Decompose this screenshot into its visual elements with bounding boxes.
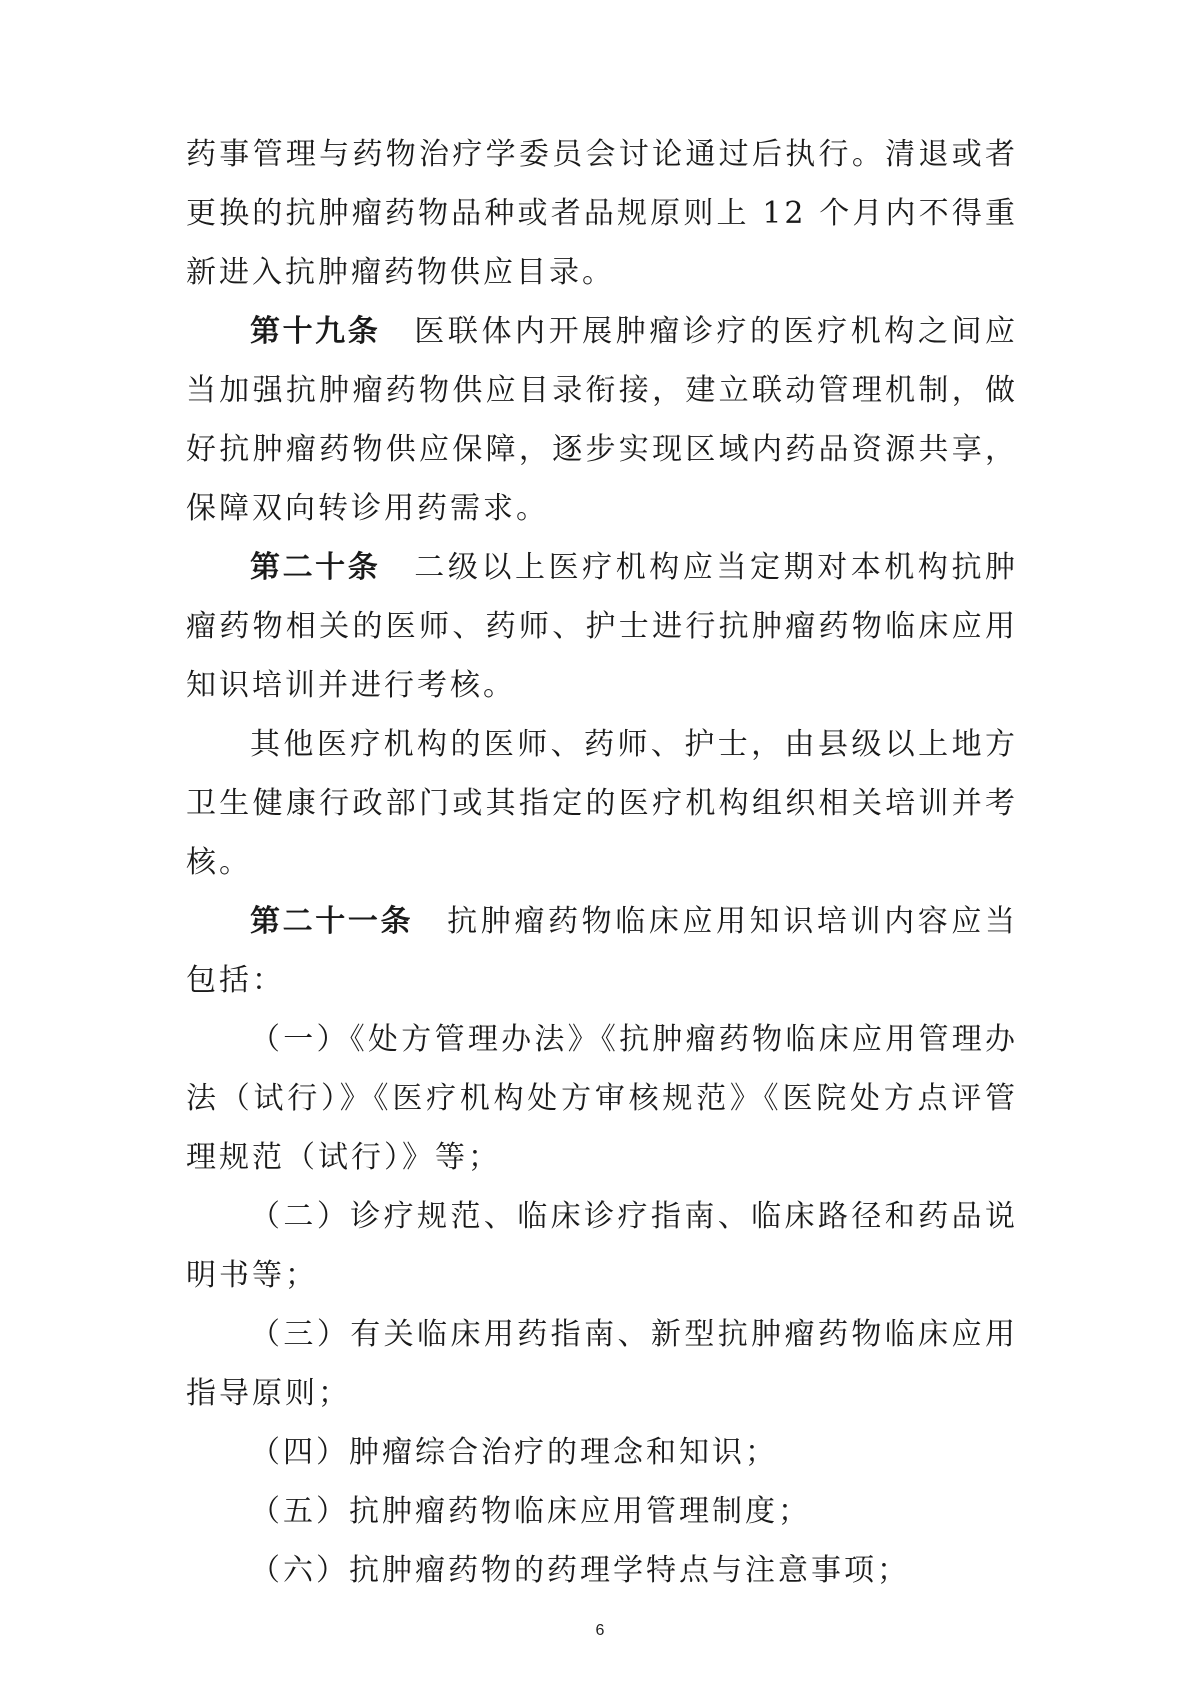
article-20-paragraph (186, 538, 1018, 715)
list-item: （一）《处方管理办法》《抗肿瘤药物临床应用管理办法（试行）》《医疗机构处方审核规范》《医院处方点评管理规范（试行）》等； (186, 1022, 1018, 1175)
article-20-text: 二级以上医疗机构应当定期对本机构抗肿瘤药物相关的医师、药师、护士进行抗肿瘤药物临床应用知识培训并进行考核。 (186, 550, 1019, 703)
list-item: （三）有关临床用药指南、新型抗肿瘤药物临床应用指导原则； (186, 1317, 1018, 1411)
page-number: 6 (595, 1622, 605, 1639)
article-20-paragraph-2: 其他医疗机构的医师、药师、护士，由县级以上地方卫生健康行政部门或其指定的医疗机构组织相关培训并考核。 (186, 727, 1018, 880)
document-body (186, 125, 1018, 1600)
article-19-heading: 第十九条 (250, 314, 381, 349)
article-19-text: 医联体内开展肿瘤诊疗的医疗机构之间应当加强抗肿瘤药物供应目录衔接，建立联动管理机制，做好抗肿瘤药物供应保障，逐步实现区域内药品资源共享，保障双向转诊用药需求。 (186, 314, 1019, 526)
continuation-paragraph: 药事管理与药物治疗学委员会讨论通过后执行。清退或者更换的抗肿瘤药物品种或者品规原则上 12 个月内不得重新进入抗肿瘤药物供应目录。 (186, 137, 1018, 290)
list-item: （六）抗肿瘤药物的药理学特点与注意事项； (250, 1553, 910, 1588)
list-item: （四）肿瘤综合治疗的理念和知识； (250, 1435, 778, 1470)
article-20-heading: 第二十条 (250, 550, 381, 585)
article-19-paragraph (186, 302, 1018, 538)
article-21-paragraph (186, 892, 1018, 1010)
article-21-heading: 第二十一条 (250, 904, 414, 939)
article-21-text: 抗肿瘤药物临床应用知识培训内容应当包括： (186, 904, 1019, 998)
list-item: （五）抗肿瘤药物临床应用管理制度； (250, 1494, 811, 1529)
list-item: （二）诊疗规范、临床诊疗指南、临床路径和药品说明书等； (186, 1199, 1018, 1293)
